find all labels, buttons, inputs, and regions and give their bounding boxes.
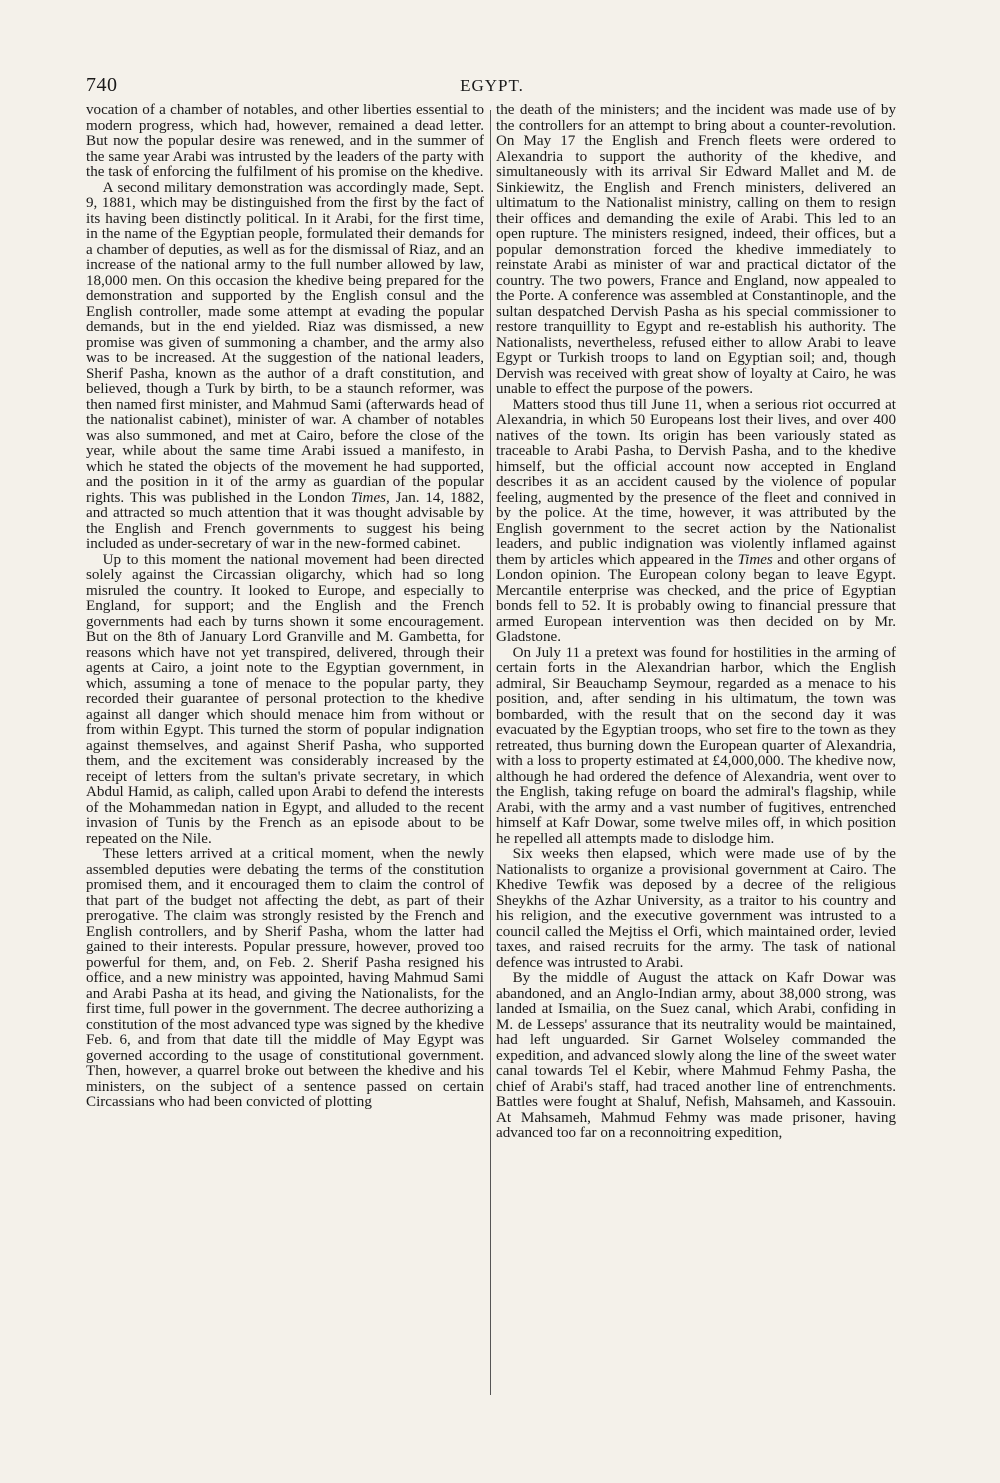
- running-head: EGYPT.: [460, 76, 524, 95]
- paragraph: vocation of a chamber of notables, and other liberties essential to modern progress, which had, however, remained a dead letter. But now the popular desire was renewed, and in the summer of the same year Arabi was intrusted by the leaders of the party with the task of enforcing the fulfilment of his promise on the khedive.: [86, 103, 484, 180]
- paragraph: Six weeks then elapsed, which were made use of by the Nationalists to organize a provisional government at Cairo. The Khedive Tewfik was deposed by a decree of the religious Sheykhs of the Azhar University, as a traitor to his country and his religion, and the executive government was intrusted to a council called the Mejtiss el Orfi, which maintained order, levied taxes, and raised recruits for the army. The task of national defence was intrusted to Arabi.: [496, 846, 896, 971]
- paragraph: Matters stood thus till June 11, when a serious riot occurred at Alexandria, in which 50 Europeans lost their lives, and over 400 natives of the town. Its origin has been variously stated as traceable to Arabi Pasha, to Dervish Pasha, and to the khedive himself, but the official account now accepted in England describes it as an accident caused by the violence of popular feeling, augmented by the presence of the fleet and connived in by the police. At the time, however, it was attributed by the English government to the secret action by the Nationalist leaders, and public indignation was violently inflamed against them by articles which appeared in the Times and other organs of London opinion. The European colony began to leave Egypt. Mercantile enterprise was checked, and the price of Egyptian bonds fell to 52. It is probably owing to financial pressure that armed European intervention was then decided on by Mr. Gladstone.: [496, 396, 896, 645]
- paragraph: the death of the ministers; and the incident was made use of by the controllers for an attempt to bring about a counter-revolution. On May 17 the English and French fleets were ordered to Alexandria to support the authority of the khedive, and simultaneously with its arrival Sir Edward Mallet and M. de Sinkiewitz, the English and French ministers, delivered an ultimatum to the Nationalist ministry, calling on them to resign their offices and demanding the exile of Arabi. This led to an open rupture. The ministers resigned, indeed, their offices, but a popular demonstration forced the khedive immediately to reinstate Arabi as minister of war and practical dictator of the country. The two powers, France and England, now appealed to the Porte. A conference was assembled at Constantinople, and the sultan despatched Dervish Pasha as his special commissioner to restore tranquillity to Egypt and re-establish his authority. The Nationalists, nevertheless, refused either to allow Arabi to leave Egypt or Turkish troops to land on Egyptian soil; and, though Dervish was received with great show of loyalty at Cairo, he was unable to effect the purpose of the powers.: [496, 103, 896, 397]
- left-column: [86, 103, 484, 1393]
- page-header: [86, 74, 898, 100]
- italic-title: Times: [737, 551, 773, 568]
- paragraph: By the middle of August the attack on Kafr Dowar was abandoned, and an Anglo-Indian army, about 38,000 strong, was landed at Ismailia, on the Suez canal, which Arabi, confiding in M. de Lesseps' assurance that its neutrality would be maintained, had left unguarded. Sir Garnet Wolseley commanded the expedition, and advanced slowly along the line of the sweet water canal towards Tel el Kebir, where Mahmud Fehmy Pasha, the chief of Arabi's staff, had traced another line of entrenchments. Battles were fought at Shaluf, Nefish, Mahsameh, and Kassouin. At Mahsameh, Mahmud Fehmy was made prisoner, having advanced too far on a reconnoitring expedition,: [496, 970, 896, 1141]
- paragraph: On July 11 a pretext was found for hostilities in the arming of certain forts in the Alexandrian harbor, which the English admiral, Sir Beauchamp Seymour, regarded as a menace to his position, and, after sending in his ultimatum, the town was bombarded, with the result that on the second day it was evacuated by the Egyptian troops, who set fire to the town as they retreated, thus burning down the European quarter of Alexandria, with a loss to property estimated at £4,000,000. The khedive now, although he had ordered the defence of Alexandria, went over to the English, taking refuge on board the admiral's flagship, while Arabi, with the army and a vast number of fugitives, entrenched himself at Kafr Dowar, some twelve miles off, in which position he repelled all attempts made to dislodge him.: [496, 644, 896, 847]
- paragraph: These letters arrived at a critical moment, when the newly assembled deputies were debating the terms of the constitution promised them, and it encouraged them to claim the control of that part of the budget not affecting the debt, as part of their prerogative. The claim was strongly resisted by the French and English controllers, and by Sherif Pasha, whom the latter had gained to their interests. Popular pressure, however, proved too powerful for them, and, on Feb. 2. Sherif Pasha resigned his office, and a new ministry was appointed, having Mahmud Sami and Arabi Pasha at its head, and giving the Nationalists, for the first time, full power in the government. The decree authorizing a constitution of the most advanced type was signed by the khedive Feb. 6, and from that date till the middle of May Egypt was governed according to the usage of constitutional government. Then, however, a quarrel broke out between the khedive and his ministers, on the subject of a sentence passed on certain Circassians who had been convicted of plotting: [86, 846, 484, 1110]
- page-number: 740: [86, 74, 118, 96]
- right-column: [496, 103, 896, 1393]
- paragraph: A second military demonstration was accordingly made, Sept. 9, 1881, which may be distinguished from the first by the fact of its having been distinctly political. In it Arabi, for the first time, in the name of the Egyptian people, formulated their demands for a chamber of deputies, as well as for the dismissal of Riaz, and an increase of the national army to the full number allowed by law, 18,000 men. On this occasion the khedive being prepared for the demonstration and supported by the English consul and the English controller, made some attempt at evading the popular demands, but in the end yielded. Riaz was dismissed, a new promise was given of summoning a chamber, and the army also was to be increased. At the suggestion of the national leaders, Sherif Pasha, known as the author of a draft constitution, and believed, though a Turk by birth, to be a staunch reformer, was then named first minister, and Mahmud Sami (afterwards head of the nationalist cabinet), minister of war. A chamber of notables was also summoned, and met at Cairo, before the close of the year, while about the same time Arabi issued a manifesto, in which he stated the objects of the movement he had supported, and the position in it of the army as guardian of the popular rights. This was published in the London Times, Jan. 14, 1882, and attracted so much attention that it was thought advisable by the English and French governments to suggest his being included as under-secretary of war in the new-formed cabinet.: [86, 179, 484, 552]
- paragraph: Up to this moment the national movement had been directed solely against the Circassian oligarchy, which had so long misruled the country. It looked to Europe, and especially to England, for support; and the English and the French governments had each by turns shown it some encouragement. But on the 8th of January Lord Granville and M. Gambetta, for reasons which have not yet transpired, delivered, through their agents at Cairo, a joint note to the Egyptian government, in which, assuming a tone of menace to the popular party, they recorded their guarantee of personal protection to the khedive against all danger which should menace him from without or from within Egypt. This turned the storm of popular indignation against themselves, and against Sherif Pasha, who supported them, and the excitement was considerably increased by the receipt of letters from the sultan's private secretary, in which Abdul Hamid, as caliph, called upon Arabi to defend the interests of the Mohammedan nation in Egypt, and alluded to the recent invasion of Tunis by the French as an episode about to be repeated on the Nile.: [86, 551, 484, 847]
- italic-title: Times: [350, 489, 387, 506]
- column-divider: [490, 110, 491, 1395]
